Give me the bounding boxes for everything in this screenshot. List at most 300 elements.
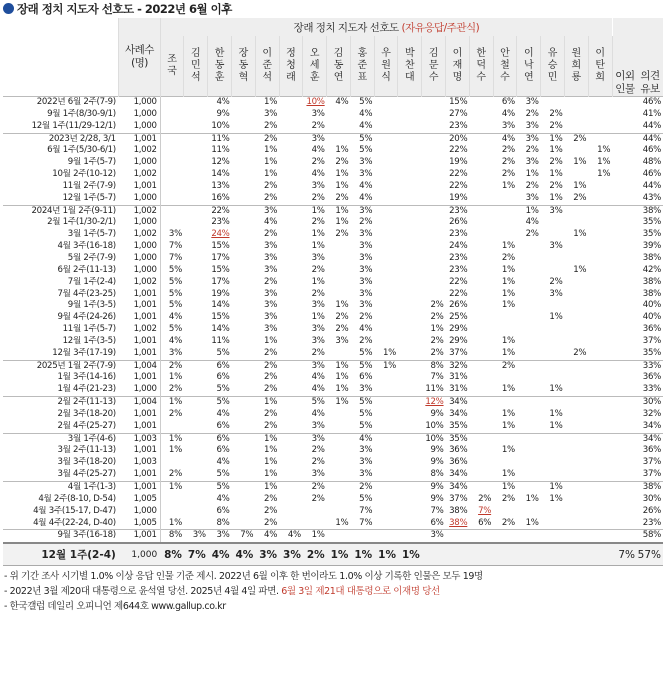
percent-cell: [588, 97, 612, 109]
summary-percent-cell: 1%: [350, 543, 374, 566]
sample-size: 1,002: [119, 229, 160, 241]
bullet-icon: [3, 3, 14, 14]
percent-cell: 11%: [211, 145, 230, 156]
percent-cell: 3%: [311, 469, 325, 480]
percent-cell: 2%: [359, 217, 373, 228]
percent-cell: [184, 97, 208, 109]
percent-cell: [160, 193, 184, 205]
undecided-cell: 23%: [642, 517, 661, 528]
percent-cell: [564, 530, 588, 543]
percent-cell: [588, 348, 612, 360]
politician-name: 이탄희: [595, 48, 606, 83]
period-label: 12월 1주(3-5): [62, 335, 116, 346]
summary-percent-cell: 3%: [279, 543, 303, 566]
percent-cell: 3%: [359, 264, 373, 275]
percent-cell: 3%: [359, 229, 373, 240]
percent-cell: 1%: [160, 433, 184, 445]
percent-cell: 1%: [501, 445, 515, 456]
percent-cell: 2%: [311, 445, 325, 456]
percent-cell: [398, 229, 422, 241]
percent-cell: 10%: [422, 433, 446, 445]
percent-cell: 2%: [264, 384, 278, 395]
percent-cell: 6%: [430, 517, 444, 528]
percent-cell: 2%: [311, 120, 325, 131]
percent-cell: 14%: [211, 324, 230, 335]
table-row: [3, 433, 663, 445]
percent-cell: [279, 241, 303, 253]
percent-cell: [564, 145, 588, 157]
percent-cell: 20%: [446, 133, 470, 145]
percent-cell: [303, 506, 327, 518]
period-label: 9월 1주(3-5): [67, 300, 116, 311]
period-label: 3월 3주(18-20): [57, 457, 116, 468]
period-label: 2월 3주(18-20): [57, 408, 116, 419]
percent-cell: 1%: [335, 372, 349, 383]
percent-cell: [374, 482, 398, 494]
period-label: 4월 1주(1-3): [3, 482, 119, 494]
percent-cell: [588, 494, 612, 506]
sample-size: 1,001: [119, 409, 160, 421]
percent-cell: [327, 421, 351, 433]
percent-cell: [374, 457, 398, 469]
period-label: 9월 1주(5-7): [67, 157, 116, 168]
undecided-cell: 46%: [637, 97, 663, 109]
percent-cell: 14%: [211, 300, 230, 311]
percent-cell: 4%: [359, 108, 373, 119]
percent-cell: 2%: [335, 192, 349, 203]
percent-cell: [564, 457, 588, 469]
percent-cell: [588, 109, 612, 121]
percent-cell: [564, 324, 588, 336]
percent-cell: 1%: [327, 397, 351, 409]
footnote-2-highlight: 6월 3일 제21대 대통령으로 이재명 당선: [281, 586, 440, 598]
percent-cell: [232, 397, 256, 409]
percent-cell: 1%: [501, 420, 515, 431]
percent-cell: 31%: [449, 384, 468, 395]
percent-cell: 1%: [264, 335, 278, 346]
table-row: [3, 324, 663, 336]
percent-cell: [517, 277, 541, 289]
percent-cell: [469, 217, 493, 229]
percent-cell: [160, 217, 184, 229]
summary-period-label: 12월 1주(2-4): [3, 543, 119, 566]
percent-cell: [446, 530, 470, 543]
percent-cell: 2%: [335, 157, 349, 168]
undecided-cell: 38%: [637, 205, 663, 217]
period-label: 9월 4주(24-26): [57, 312, 116, 323]
undecided-cell: 30%: [642, 493, 661, 504]
percent-cell: [564, 518, 588, 530]
percent-cell: [374, 229, 398, 241]
undecided-cell: 34%: [642, 420, 661, 431]
percent-cell: 1%: [311, 229, 325, 240]
others-cell: [612, 193, 637, 205]
percent-cell: [374, 181, 398, 193]
percent-cell: [517, 530, 541, 543]
percent-cell: [422, 217, 446, 229]
percent-cell: [398, 433, 422, 445]
percent-cell: 1%: [255, 397, 279, 409]
table-row: [3, 312, 663, 324]
period-label: 1월 3주(14-16): [57, 372, 116, 383]
percent-cell: [184, 181, 208, 193]
undecided-cell: 42%: [642, 264, 661, 275]
undecided-cell: 34%: [637, 433, 663, 445]
percent-cell: 8%: [422, 360, 446, 372]
percent-cell: [469, 457, 493, 469]
percent-cell: 1%: [264, 145, 278, 156]
percent-cell: 32%: [446, 360, 470, 372]
percent-cell: [184, 445, 208, 457]
percent-cell: [588, 457, 612, 469]
table-row: [3, 348, 663, 360]
preference-table: [3, 18, 663, 566]
percent-cell: 34%: [449, 408, 468, 419]
percent-cell: 2%: [564, 133, 588, 145]
sample-size: 1,004: [119, 397, 160, 409]
others-cell: [612, 336, 637, 348]
percent-cell: [279, 421, 303, 433]
percent-cell: [422, 193, 446, 205]
percent-cell: [279, 482, 303, 494]
period-label: 4월 3주(15-17, D-47): [33, 505, 116, 516]
percent-cell: [232, 409, 256, 421]
table-row: [3, 277, 663, 289]
percent-cell: [232, 312, 256, 324]
percent-cell: [184, 300, 208, 312]
percent-cell: [374, 157, 398, 169]
percent-cell: 8%: [430, 469, 444, 480]
percent-cell: [588, 482, 612, 494]
percent-cell: [564, 217, 588, 229]
percent-cell: 4%: [359, 192, 373, 203]
percent-cell: [398, 518, 422, 530]
percent-cell: [517, 372, 541, 384]
percent-cell: 23%: [449, 264, 468, 275]
percent-cell: 3%: [359, 169, 373, 180]
summary-percent-cell: [493, 543, 517, 566]
percent-cell: 3%: [359, 157, 373, 168]
percent-cell: [588, 181, 612, 193]
percent-cell: [374, 324, 398, 336]
percent-cell: 2%: [255, 360, 279, 372]
percent-cell: 15%: [211, 264, 230, 275]
percent-cell: [374, 421, 398, 433]
politician-header: [208, 36, 232, 97]
percent-cell: [398, 181, 422, 193]
sample-size: 1,005: [119, 518, 160, 530]
percent-cell: 3%: [264, 264, 278, 275]
table-row: [3, 193, 663, 205]
percent-cell: [184, 289, 208, 301]
percent-cell: 4%: [501, 108, 515, 119]
percent-cell: [517, 360, 541, 372]
percent-cell: [232, 336, 256, 348]
percent-cell: 1%: [573, 180, 587, 191]
table-row: [3, 469, 663, 481]
percent-cell: 2%: [549, 157, 563, 168]
percent-cell: [160, 205, 184, 217]
percent-cell: 22%: [208, 205, 232, 217]
percent-cell: 19%: [449, 157, 468, 168]
summary-row: [3, 543, 663, 566]
undecided-cell: 46%: [642, 145, 661, 156]
percent-cell: [469, 193, 493, 205]
percent-cell: 5%: [168, 300, 182, 311]
percent-cell: [160, 494, 184, 506]
percent-cell: 2%: [264, 517, 278, 528]
percent-cell: [564, 360, 588, 372]
percent-cell: [422, 169, 446, 181]
period-label: 1월 4주(21-23): [57, 384, 116, 395]
table-row: [3, 205, 663, 217]
percent-cell: [374, 253, 398, 265]
percent-cell: [398, 217, 422, 229]
percent-cell: 2%: [549, 108, 563, 119]
sample-size: 1,005: [119, 494, 160, 506]
percent-cell: [232, 494, 256, 506]
percent-cell: 1%: [430, 324, 444, 335]
table-row: [3, 109, 663, 121]
sample-size: 1,001: [119, 421, 160, 433]
period-label: 7월 4주(23-25): [57, 288, 116, 299]
percent-cell: 3%: [335, 335, 349, 346]
percent-cell: [517, 300, 541, 312]
percent-cell: [422, 97, 446, 109]
percent-cell: 5%: [359, 420, 373, 431]
undecided-cell: 35%: [642, 347, 661, 358]
percent-cell: [232, 253, 256, 265]
percent-cell: [469, 409, 493, 421]
percent-cell: [160, 169, 184, 181]
percent-cell: 1%: [597, 145, 611, 156]
table-row: [3, 397, 663, 409]
percent-cell: 1%: [327, 360, 351, 372]
percent-cell: 3%: [264, 300, 278, 311]
sample-size: 1,000: [119, 193, 160, 205]
percent-cell: [327, 109, 351, 121]
percent-cell: 2%: [335, 324, 349, 335]
percent-cell: [279, 181, 303, 193]
percent-cell: [588, 324, 612, 336]
percent-cell: 22%: [449, 180, 468, 191]
others-cell: [612, 312, 637, 324]
percent-cell: 3%: [264, 312, 278, 323]
percent-cell: [517, 397, 541, 409]
percent-cell: [184, 397, 208, 409]
politician-name: 한덕수: [476, 48, 487, 83]
percent-cell: [469, 372, 493, 384]
percent-cell: 6%: [216, 505, 230, 516]
percent-cell: 6%: [478, 517, 492, 528]
percent-cell: 2%: [335, 312, 349, 323]
percent-cell: [469, 157, 493, 169]
summary-percent-cell: 2%: [303, 543, 327, 566]
others-cell: [612, 530, 637, 543]
undecided-cell: 37%: [642, 335, 661, 346]
percent-cell: [398, 157, 422, 169]
percent-cell: 19%: [211, 288, 230, 299]
percent-cell: 25%: [449, 312, 468, 323]
percent-cell: 1%: [517, 205, 541, 217]
sample-size: 1,001: [119, 482, 160, 494]
percent-cell: [398, 409, 422, 421]
period-label: 6월 1주(5/30-6/1): [47, 145, 116, 156]
percent-cell: 4%: [168, 312, 182, 323]
percent-cell: [398, 109, 422, 121]
table-row: [3, 300, 663, 312]
percent-cell: [564, 506, 588, 518]
percent-cell: [469, 253, 493, 265]
others-cell: [612, 121, 637, 133]
percent-cell: [564, 109, 588, 121]
percent-cell: [374, 397, 398, 409]
percent-cell: [279, 97, 303, 109]
percent-cell: 1%: [501, 300, 515, 311]
table-row: [3, 121, 663, 133]
percent-cell: [564, 336, 588, 348]
percent-cell: [564, 121, 588, 133]
percent-cell: [398, 372, 422, 384]
main-header-note: (자유응답/주관식): [401, 21, 480, 34]
table-row: [3, 457, 663, 469]
percent-cell: [184, 193, 208, 205]
table-row: [3, 229, 663, 241]
others-cell: [612, 181, 637, 193]
percent-cell: 1%: [264, 157, 278, 168]
others-cell: [612, 145, 637, 157]
percent-cell: 9%: [430, 408, 444, 419]
percent-cell: [184, 482, 208, 494]
percent-cell: 1%: [501, 469, 515, 480]
footnote-3: - 한국갤럽 데일리 오피니언 제644호 www.gallup.co.kr: [4, 601, 226, 613]
politician-header: [588, 36, 612, 97]
percent-cell: [564, 397, 588, 409]
percent-cell: 3%: [264, 324, 278, 335]
percent-cell: [374, 145, 398, 157]
politician-name: 김민석: [191, 48, 201, 83]
percent-cell: 1%: [168, 372, 182, 383]
percent-cell: [493, 205, 517, 217]
percent-cell: 26%: [449, 217, 468, 228]
percent-cell: 8%: [160, 530, 184, 543]
table-row: [3, 530, 663, 543]
others-cell: [612, 169, 637, 181]
percent-cell: [588, 445, 612, 457]
percent-cell: 1%: [160, 482, 184, 494]
percent-cell: 1%: [335, 169, 349, 180]
percent-cell: 3%: [359, 276, 373, 287]
percent-cell: [232, 133, 256, 145]
percent-cell: [327, 530, 351, 543]
summary-percent-cell: [446, 543, 470, 566]
percent-cell: 1%: [303, 205, 327, 217]
politician-name: 한동훈: [214, 48, 225, 83]
percent-cell: [232, 157, 256, 169]
percent-cell: [517, 336, 541, 348]
sample-size: 1,000: [119, 384, 160, 396]
percent-cell: 8%: [216, 517, 230, 528]
footnote-1: - 위 기간 조사 시기별 1.0% 이상 응답 인물 기준 제시. 2022년 6월 이후 한 번이라도 1.0% 이상 기록한 인물은 모두 19명: [4, 571, 483, 583]
percent-cell: [422, 157, 446, 169]
percent-cell: [588, 530, 612, 543]
percent-cell: 22%: [449, 276, 468, 287]
percent-cell: [184, 253, 208, 265]
percent-cell: [588, 133, 612, 145]
undecided-cell: 46%: [642, 169, 661, 180]
percent-cell: 34%: [446, 482, 470, 494]
percent-cell: [279, 409, 303, 421]
percent-cell: [469, 300, 493, 312]
percent-cell: 10%: [211, 120, 230, 131]
percent-cell: 3%: [501, 120, 515, 131]
undecided-cell: 36%: [642, 445, 661, 456]
percent-cell: 2%: [501, 169, 515, 180]
percent-cell: [279, 445, 303, 457]
politician-name: 이재명: [452, 48, 463, 83]
percent-cell: 3%: [303, 133, 327, 145]
percent-cell: 1%: [311, 241, 325, 252]
percent-cell: [374, 205, 398, 217]
percent-cell: 22%: [449, 145, 468, 156]
percent-cell: 1%: [573, 264, 587, 275]
percent-cell: [184, 265, 208, 277]
percent-cell: [327, 445, 351, 457]
percent-cell: 9%: [430, 445, 444, 456]
summary-percent-cell: [564, 543, 588, 566]
percent-cell: 2%: [359, 335, 373, 346]
percent-cell: [564, 289, 588, 301]
percent-cell: 23%: [446, 205, 470, 217]
percent-cell: [398, 336, 422, 348]
percent-cell: [327, 433, 351, 445]
percent-cell: 2%: [264, 505, 278, 516]
percent-cell: [422, 229, 446, 241]
percent-cell: [564, 372, 588, 384]
percent-cell: [279, 265, 303, 277]
percent-cell: [541, 518, 565, 530]
percent-cell: 2%: [311, 457, 325, 468]
percent-cell: [517, 421, 541, 433]
percent-cell: 3%: [541, 205, 565, 217]
percent-cell: [279, 169, 303, 181]
percent-cell: [374, 336, 398, 348]
percent-cell: [517, 433, 541, 445]
undecided-cell: 38%: [642, 252, 661, 263]
percent-cell: 1%: [549, 420, 563, 431]
undecided-header: 의견 유보: [640, 70, 660, 95]
percent-cell: 17%: [211, 276, 230, 287]
percent-cell: 2%: [359, 312, 373, 323]
percent-cell: 1%: [374, 360, 398, 372]
percent-cell: [541, 348, 565, 360]
undecided-cell: 37%: [642, 457, 661, 468]
percent-cell: 5%: [216, 347, 230, 358]
others-cell: [612, 421, 637, 433]
percent-cell: 4%: [216, 408, 230, 419]
percent-cell: [232, 457, 256, 469]
percent-cell: 3%: [350, 205, 374, 217]
table-row: [3, 336, 663, 348]
percent-cell: 1%: [549, 192, 563, 203]
others-cell: [612, 469, 637, 481]
percent-cell: [327, 265, 351, 277]
percent-cell: 3%: [359, 469, 373, 480]
politician-header: [279, 36, 303, 97]
percent-cell: 16%: [211, 192, 230, 203]
percent-cell: [374, 384, 398, 396]
percent-cell: 5%: [350, 97, 374, 109]
